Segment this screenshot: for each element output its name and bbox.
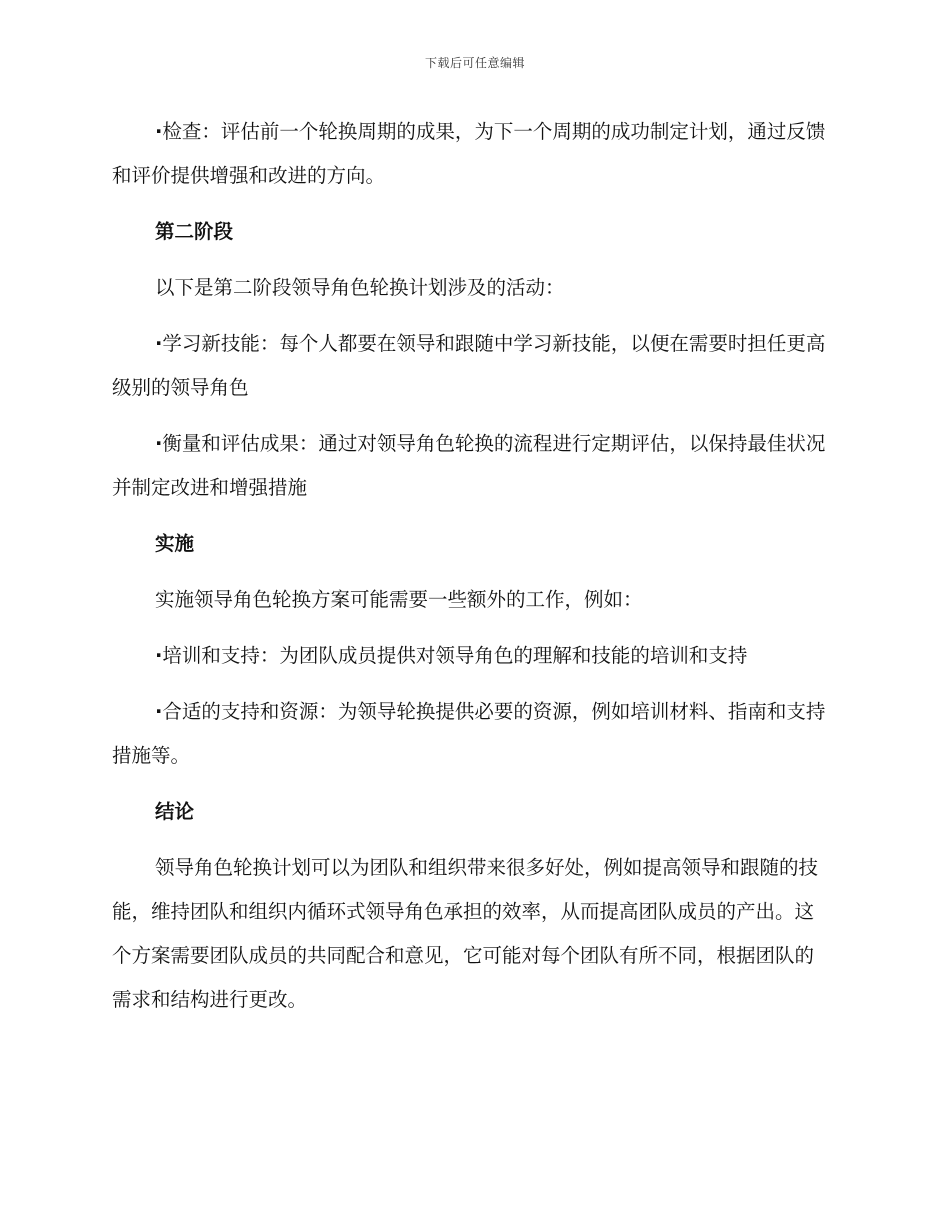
bullet-dot: · xyxy=(155,644,163,667)
paragraph-phase-two-intro: 以下是第二阶段领导角色轮换计划涉及的活动： xyxy=(155,276,565,299)
bullet-training-support xyxy=(112,634,832,678)
bullet-learn-skills xyxy=(112,322,832,410)
document-body xyxy=(112,110,832,1034)
bullet-dot: · xyxy=(155,700,163,723)
paragraph-conclusion: 领导角色轮换计划可以为团队和组织带来很多好处，例如提高领导和跟随的技能，维持团队和组织内循环式领导角色承担的效率，从而提高团队成员的产出。这个方案需要团队成员的共同配合和意见，它可能对每个团队有所不同，根据团队的需求和结构进行更改。 xyxy=(112,856,819,1011)
bullet-check xyxy=(112,110,832,198)
heading-implementation: 实施 xyxy=(155,532,195,555)
bullet-text: 学习新技能：每个人都要在领导和跟随中学习新技能，以便在需要时担任更高级别的领导角色 xyxy=(112,332,826,399)
bullet-support-resources xyxy=(112,690,832,778)
bullet-text: 衡量和评估成果：通过对领导角色轮换的流程进行定期评估，以保持最佳状况并制定改进和增强措施 xyxy=(112,432,826,499)
bullet-measure-evaluate xyxy=(112,422,832,510)
bullet-text: 合适的支持和资源：为领导轮换提供必要的资源，例如培训材料、指南和支持措施等。 xyxy=(112,700,826,767)
page-header: 下载后可任意编辑 xyxy=(424,56,525,70)
paragraph-implementation-intro: 实施领导角色轮换方案可能需要一些额外的工作，例如： xyxy=(155,588,643,611)
bullet-dot: · xyxy=(155,120,163,143)
bullet-text: 检查：评估前一个轮换周期的成果，为下一个周期的成功制定计划，通过反馈和评价提供增强和改进的方向。 xyxy=(112,120,826,187)
bullet-dot: · xyxy=(155,432,163,455)
heading-conclusion: 结论 xyxy=(155,800,195,823)
heading-phase-two: 第二阶段 xyxy=(155,220,234,243)
bullet-text: 培训和支持：为团队成员提供对领导角色的理解和技能的培训和支持 xyxy=(162,644,748,667)
bullet-dot: · xyxy=(155,332,163,355)
